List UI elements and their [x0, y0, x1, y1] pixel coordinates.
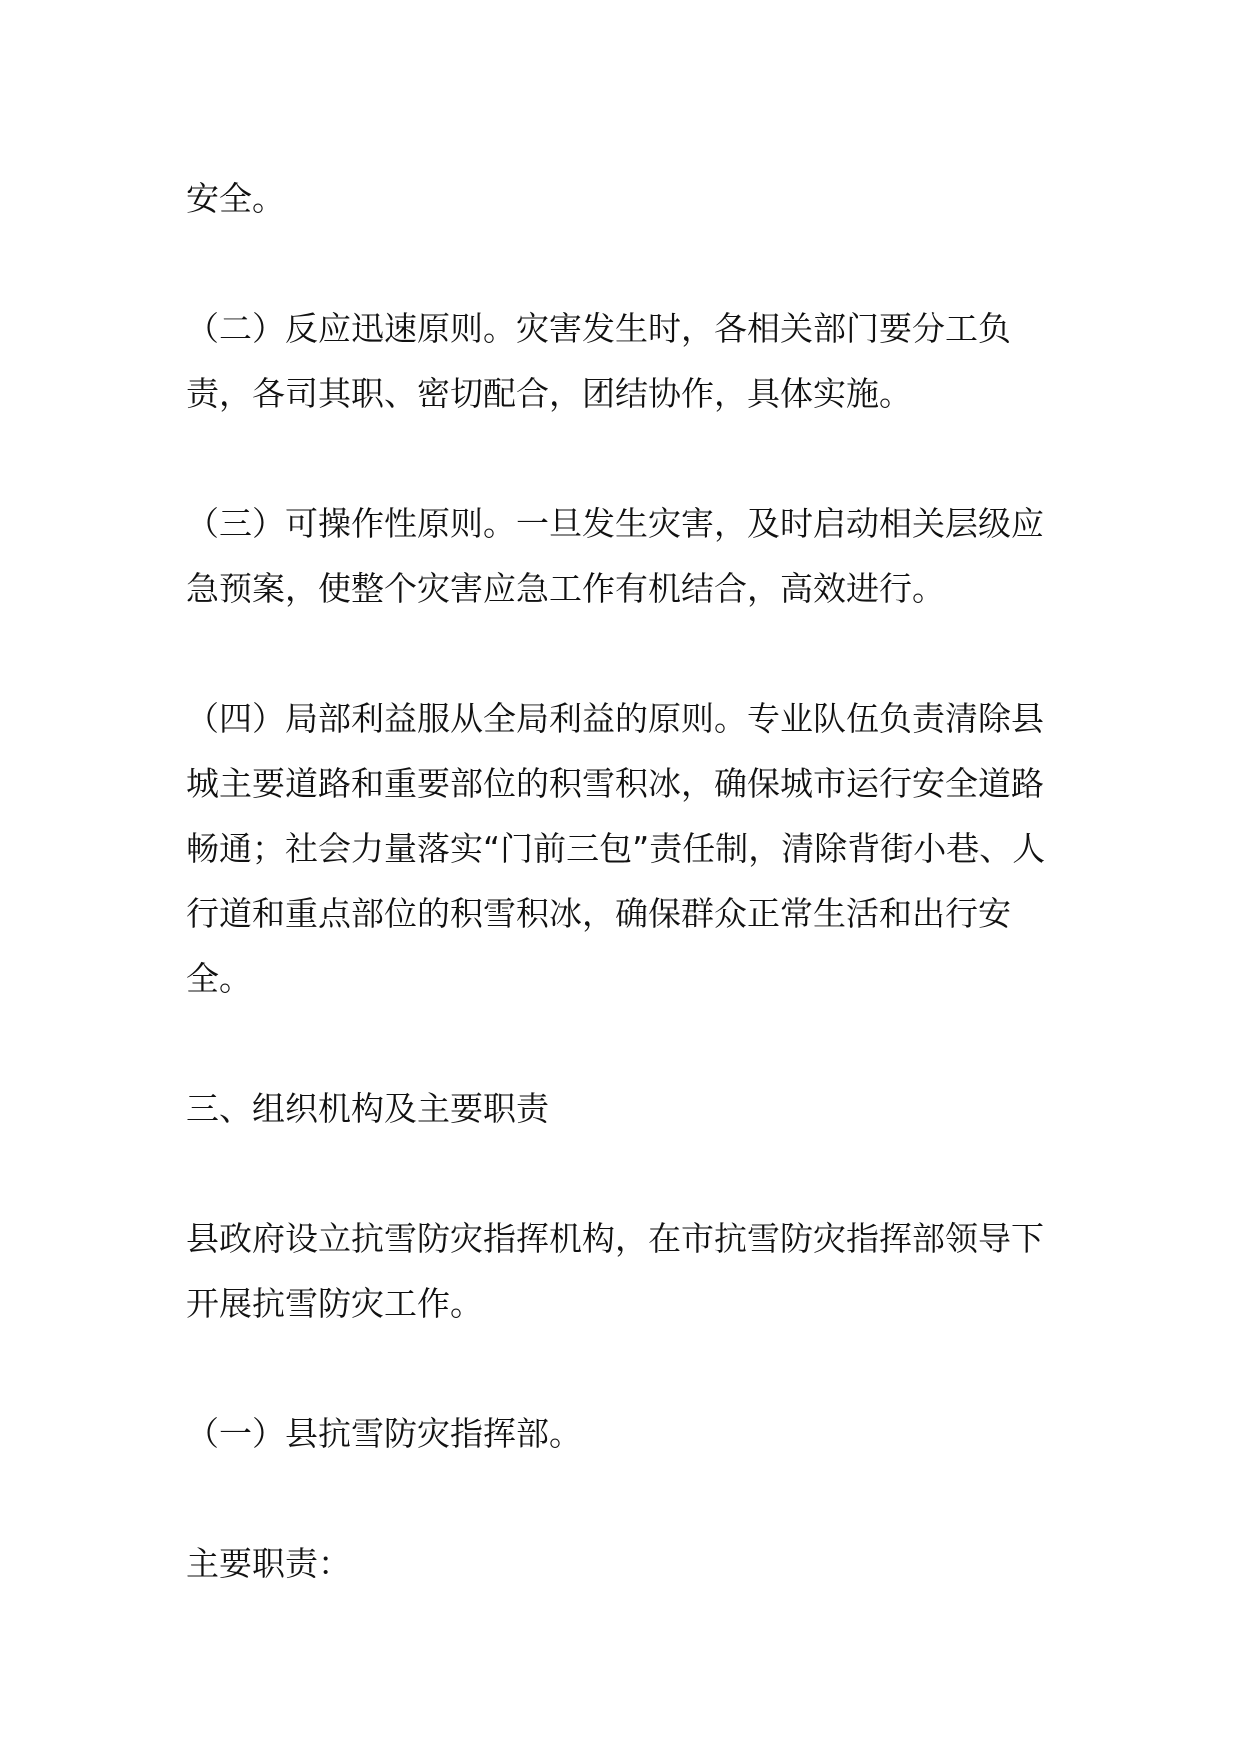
paragraph-organization: 县政府设立抗雪防灾指挥机构，在市抗雪防灾指挥部领导下开展抗雪防灾工作。 [186, 1219, 1044, 1323]
paragraph-principle-2: （二）反应迅速原则。灾害发生时，各相关部门要分工负责，各司其职、密切配合，团结协作，具体实施。 [186, 309, 1011, 413]
section-heading: 三、组织机构及主要职责 [186, 1089, 549, 1128]
paragraph-principle-4: （四）局部利益服从全局利益的原则。专业队伍负责清除县城主要道路和重要部位的积雪积冰，确保城市运行安全道路畅通；社会力量落实“门前三包”责任制，清除背街小巷、人行道和重点部位的积雪积冰，确保群众正常生活和出行安全。 [186, 699, 1046, 998]
document-body [186, 166, 1066, 1661]
paragraph-continuation: 安全。 [186, 179, 285, 218]
subsection-heading: （一）县抗雪防灾指挥部。 [186, 1414, 582, 1453]
duties-label: 主要职责： [186, 1544, 351, 1583]
paragraph-principle-3: （三）可操作性原则。一旦发生灾害，及时启动相关层级应急预案，使整个灾害应急工作有机结合，高效进行。 [186, 504, 1044, 608]
